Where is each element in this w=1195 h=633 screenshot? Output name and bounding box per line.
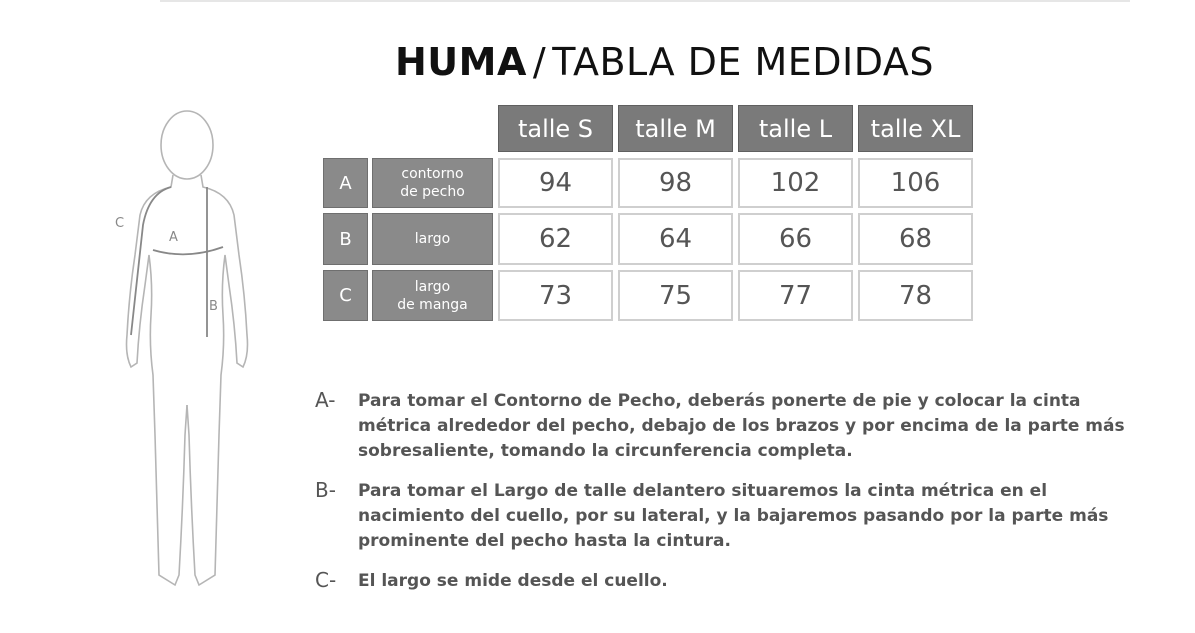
table-cell: 64 [618,213,733,265]
table-cell: 62 [498,213,613,265]
brand-name: HUMA [395,40,527,84]
body-outline-illustration [105,105,275,595]
header-talle-xl: talle XL [858,105,973,152]
table-cell: 106 [858,158,973,208]
note-text-b: Para tomar el Largo de talle delantero situaremos la cinta métrica en el nacimiento del cuello, por su lateral, y la bajaremos pasando por la parte más prominente del pecho hasta la cintura. [358,481,1109,551]
row-key-b: B [323,213,368,265]
head-outline [161,111,213,179]
figure-label-a: A [169,230,178,245]
title-separator: / [532,40,547,84]
table-cell: 66 [738,213,853,265]
top-divider [160,0,1130,2]
row-desc-largo: largo [372,213,493,265]
table-cell: 98 [618,158,733,208]
figure-label-c: C [115,216,125,231]
row-key-c: C [323,270,368,321]
table-cell: 94 [498,158,613,208]
row-key-a: A [323,158,368,208]
note-text-a: Para tomar el Contorno de Pecho, deberás ponerte de pie y colocar la cinta métrica alrededor del pecho, debajo de los brazos y por encima de la parte más sobresaliente, tomando la circunferencia completa. [358,391,1125,461]
right-body-outline [187,175,248,585]
note-key-c: C- [315,568,337,592]
note-key-a: A- [315,388,336,412]
row-desc-contorno-de-pecho: contorno de pecho [372,158,493,208]
row-desc-largo-de-manga: largo de manga [372,270,493,321]
header-talle-m: talle M [618,105,733,152]
header-talle-s: talle S [498,105,613,152]
header-talle-l: talle L [738,105,853,152]
table-cell: 68 [858,213,973,265]
note-key-b: B- [315,478,336,502]
chest-measure-line [153,247,223,254]
table-cell: 75 [618,270,733,321]
table-cell: 77 [738,270,853,321]
title-subtitle: TABLA DE MEDIDAS [552,40,934,84]
table-cell: 78 [858,270,973,321]
page-title [395,40,934,84]
table-cell: 102 [738,158,853,208]
table-cell: 73 [498,270,613,321]
figure-label-b: B [209,299,218,314]
note-text-c: El largo se mide desde el cuello. [358,571,668,591]
left-body-outline [127,175,188,585]
